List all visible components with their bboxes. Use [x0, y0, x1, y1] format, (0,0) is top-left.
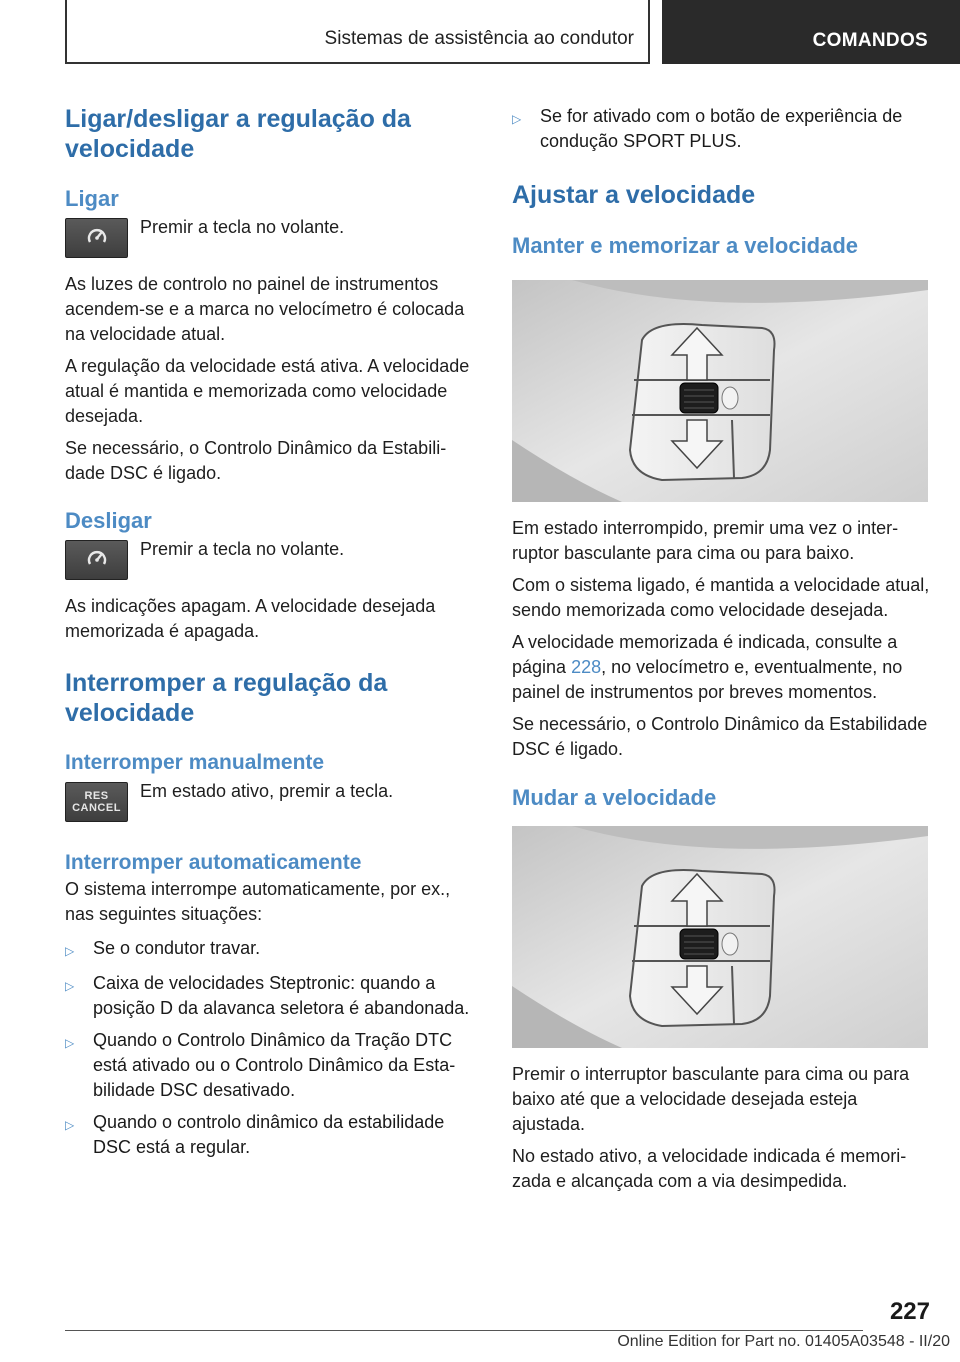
- page-number: 227: [889, 1298, 930, 1325]
- page-reference-link[interactable]: 228: [571, 657, 602, 677]
- ligar-paragraph-2: A regulação da velocidade está ativa. A velocidade atual é mantida e memorizada como velocidade desejada.: [65, 356, 470, 426]
- speed-control-key-icon: [65, 218, 128, 258]
- footer-edition: Online Edition for Part no. 01405A03548 - II/20: [617, 1333, 950, 1350]
- res-label-line1: RES: [84, 790, 109, 802]
- chapter-title: COMANDOS: [812, 30, 928, 51]
- auto-bullet-list: [65, 936, 477, 1160]
- section-title-box: [65, 0, 650, 64]
- auto-paragraph-1: O sistema interrompe automaticamente, por ex., nas seguintes situações:: [65, 879, 451, 924]
- manter-paragraph-3: A velocidade memorizada é indicada, consulte a página 228, no velocímetro e, eventualmente, no painel de instrumentos por breves momentos.: [512, 632, 903, 702]
- heading-manual: Interromper manualmente: [65, 751, 325, 774]
- triangle-bullet-icon: ▷: [65, 944, 75, 958]
- triangle-bullet-icon: ▷: [65, 979, 75, 993]
- list-item: ▷ Quando o controlo dinâmico da estabilidade DSC está a regular.: [65, 1110, 477, 1160]
- mudar-paragraph-2: No estado ativo, a velocidade indicada é memorizada e alcançada com a via desimpedida.: [512, 1146, 907, 1191]
- heading-mudar: Mudar a velocidade: [512, 785, 717, 810]
- list-item: ▷ Quando o Controlo Dinâmico da Tração DTC está ativado ou o Controlo Dinâmico da Estabilidade DSC desativado.: [65, 1028, 477, 1103]
- triangle-bullet-icon: ▷: [512, 112, 522, 126]
- heading-onoff: Ligar/desligar a regulação da velocidade: [65, 105, 411, 163]
- chapter-tab: [662, 0, 960, 64]
- heading-ajustar: Ajustar a velocidade: [512, 181, 756, 209]
- manual-instruction: Em estado ativo, premir a tecla.: [140, 781, 394, 801]
- list-item: ▷ Se for ativado com o botão de experiência de condução SPORT PLUS.: [512, 104, 930, 154]
- desligar-icon-row: [65, 540, 477, 580]
- right-column: [512, 100, 930, 1194]
- res-cancel-key-icon: [65, 782, 128, 822]
- heading-interromper: Interromper a regulação da velocidade: [65, 669, 388, 727]
- page-header: [0, 0, 960, 66]
- left-column: [65, 100, 477, 1160]
- mudar-paragraph-1: Premir o interruptor basculante para cima ou para baixo até que a velocidade desejada esteja ajustada.: [512, 1064, 910, 1134]
- heading-ligar: Ligar: [65, 186, 119, 211]
- list-item: ▷ Caixa de velocidades Steptronic: quando a posição D da alavanca seletora é abandonada.: [65, 971, 477, 1021]
- ligar-instruction: Premir a tecla no volante.: [140, 217, 345, 237]
- manter-paragraph-4: Se necessário, o Controlo Dinâmico da Estabilidade DSC é ligado.: [512, 714, 928, 759]
- heading-desligar: Desligar: [65, 508, 152, 533]
- section-title: Sistemas de assistência ao condutor: [324, 28, 634, 49]
- steering-wheel-rocker-switch-image: [512, 280, 928, 502]
- res-label-line2: CANCEL: [72, 802, 121, 814]
- desligar-instruction: Premir a tecla no volante.: [140, 539, 345, 559]
- triangle-bullet-icon: ▷: [65, 1036, 75, 1050]
- footer-divider: [65, 1330, 863, 1331]
- speed-control-key-icon: [65, 540, 128, 580]
- heading-auto: Interromper automaticamente: [65, 851, 362, 874]
- steering-wheel-rocker-switch-image-2: [512, 826, 928, 1048]
- manter-paragraph-1: Em estado interrompido, premir uma vez o interruptor basculante para cima ou para baixo.: [512, 518, 899, 563]
- list-item: ▷ Se o condutor travar.: [65, 936, 477, 964]
- top-bullet-list: [512, 104, 930, 154]
- ligar-paragraph-1: As luzes de controlo no painel de instrumentos acendem-se e a marca no velocímetro é colocada na velocidade atual.: [65, 274, 465, 344]
- manter-paragraph-2: Com o sistema ligado, é mantida a velocidade atual, sendo memorizada como velocidade desejada.: [512, 575, 930, 620]
- manual-icon-row: [65, 782, 477, 822]
- desligar-paragraph-1: As indicações apagam. A velocidade desejada memorizada é apagada.: [65, 596, 436, 641]
- triangle-bullet-icon: ▷: [65, 1118, 75, 1132]
- ligar-icon-row: [65, 218, 477, 258]
- ligar-paragraph-3: Se necessário, o Controlo Dinâmico da Estabilidade DSC é ligado.: [65, 438, 447, 483]
- heading-manter: Manter e memorizar a velocidade: [512, 233, 859, 258]
